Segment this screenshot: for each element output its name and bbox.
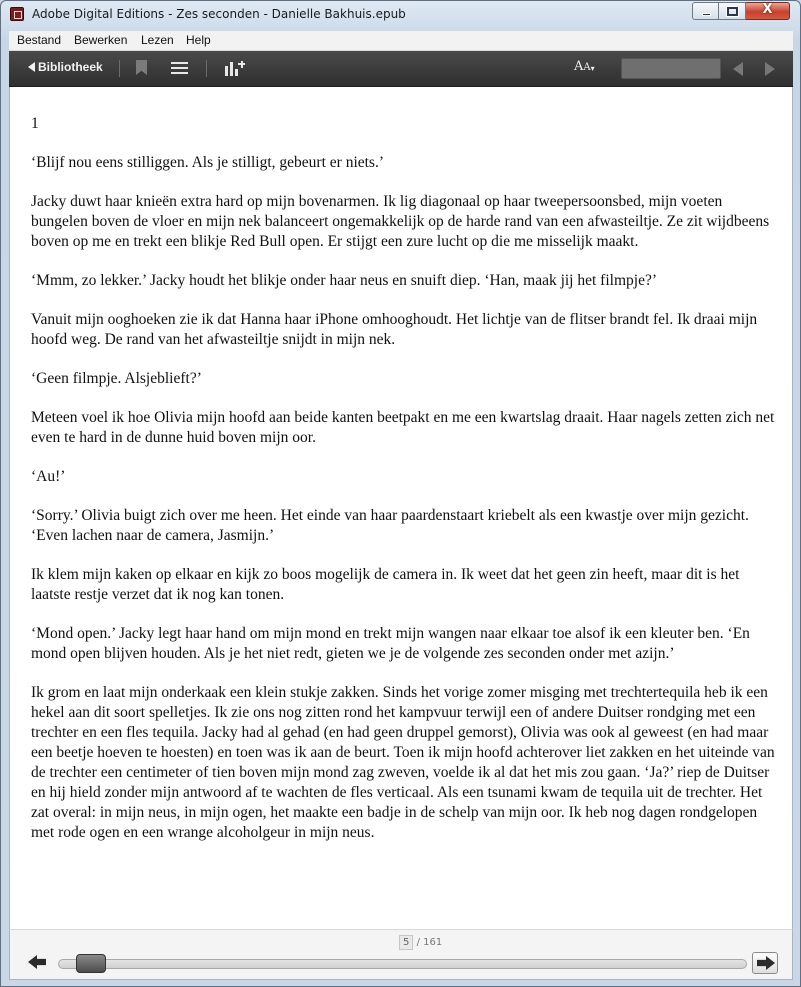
chapter-number: 1 — [31, 115, 39, 132]
page-indicator — [399, 935, 442, 950]
maximize-button[interactable] — [719, 2, 746, 20]
paragraph: Vanuit mijn ooghoeken zie ik dat Hanna haar iPhone omhooghoudt. Het lichtje van de flitser brandt fel. Ik draai mijn hoofd weg. De rand van het afwasteiltje snijdt in mijn nek. — [31, 311, 758, 348]
previous-page-button[interactable] — [25, 952, 51, 974]
menu-lezen[interactable]: Lezen — [141, 33, 174, 47]
font-size-icon[interactable] — [574, 59, 595, 74]
paragraph: ‘Mond open.’ Jacky legt haar hand om mijn mond en trekt mijn wangen naar elkaar toe alsof ik een kleuter ben. ‘En mond open blijven houden. Als je het niet redt, gieten we je de volgende zes seconden onder met azijn.’ — [31, 625, 750, 662]
current-page-field[interactable]: 5 — [399, 935, 413, 950]
minimize-button[interactable] — [692, 2, 719, 20]
total-pages: / 161 — [416, 937, 443, 948]
toolbar-separator — [206, 60, 207, 77]
toolbar-separator — [119, 60, 120, 77]
paragraph: ‘Blijf nou eens stilliggen. Als je stilligt, gebeurt er niets.’ — [31, 154, 385, 171]
title-bar[interactable] — [1, 1, 800, 29]
font-size-small-label: A — [583, 62, 591, 73]
minimize-icon — [702, 13, 711, 16]
close-icon: X — [762, 2, 773, 17]
next-result-icon[interactable] — [765, 62, 775, 76]
window-title: Adobe Digital Editions - Zes seconden - Danielle Bakhuis.epub — [32, 7, 406, 21]
app-icon — [10, 7, 24, 21]
menu-bestand[interactable]: Bestand — [17, 33, 62, 47]
reading-pane[interactable] — [9, 87, 793, 929]
paragraph: Ik klem mijn kaken op elkaar en kijk zo boos mogelijk de camera in. Ik weet dat het geen zin heeft, maar dit is het laatste restje verzet dat ik nog kan tonen. — [31, 566, 740, 603]
paragraph: Ik grom en laat mijn onderkaak een klein stukje zakken. Sinds het vorige zomer misging met trechtertequila heb ik een hekel aan dit soort spelletjes. Ik zie ons nog zitten rond het kampvuur terwijl een of andere Duitser rondging met een trechter en een fles tequila. Jacky had al gehad (en had geen druppel gemorst), Olivia was ook al geweest (en had maar een beetje hoeven te hoesten) en toen was ik aan de beurt. Toen ik mijn hoofd achterover liet zakken en het uiteinde van de trechter een centimeter of tien boven mijn mond zag zweven, voelde ik al dat het mis zou gaan. ‘Ja?’ riep de Duitser en hij hield zonder mijn antwoord af te wachten de fles verticaal. Als een tsunami kwam de tequila uit de trechter. Het zat overal: in mijn neus, in mijn ogen, het maakte een badje in de schelp van mijn oor. Ik heb nog dagen rondgelopen met rode ogen en een wrange alcoholgeur in mijn neus. — [31, 684, 775, 841]
arrow-left-icon — [28, 955, 46, 969]
page-navigation-bar — [9, 929, 793, 980]
reading-stats-icon[interactable] — [225, 60, 245, 76]
menu-bewerken[interactable]: Bewerken — [74, 33, 128, 47]
library-button-label: Bibliotheek — [38, 60, 103, 74]
paragraph: ‘Sorry.’ Olivia buigt zich over me heen. Het einde van haar paardenstaart kriebelt als een kwastje over mijn gezicht. ‘Even lachen naar de camera, Jasmijn.’ — [31, 507, 749, 544]
reader-toolbar — [9, 51, 793, 87]
paragraph: ‘Geen filmpje. Alsjeblieft?’ — [31, 370, 202, 387]
arrow-right-icon — [757, 956, 775, 970]
page-slider-thumb[interactable] — [76, 954, 106, 973]
paragraph: Meteen voel ik hoe Olivia mijn hoofd aan beide kanten beetpakt en me een kwartslag draait. Haar nagels zetten zich net even te hard in de dunne huid boven mijn oor. — [31, 409, 775, 446]
menu-help[interactable]: Help — [186, 33, 211, 47]
maximize-icon — [727, 7, 738, 16]
table-of-contents-icon[interactable] — [171, 62, 188, 75]
chevron-down-icon: ▾ — [590, 64, 595, 73]
page-slider-track[interactable] — [58, 959, 747, 969]
search-input[interactable] — [621, 58, 721, 79]
previous-result-icon[interactable] — [733, 62, 743, 76]
paragraph: Jacky duwt haar knieën extra hard op mijn bovenarmen. Ik lig diagonaal op haar tweepersoonsbed, mijn voeten bungelen boven de vloer en mijn nek balanceert ongemakkelijk op de harde rand van een afwasteiltje. Ze zit wijdbeens boven op me en trekt een blikje Red Bull open. Er stijgt een zure lucht op die me misselijk maakt. — [31, 193, 770, 250]
close-button[interactable] — [746, 2, 790, 20]
paragraph: ‘Au!’ — [31, 468, 66, 485]
next-page-button[interactable] — [752, 952, 778, 974]
back-arrow-icon — [28, 62, 35, 72]
paragraph: ‘Mmm, zo lekker.’ Jacky houdt het blikje onder haar neus en snuift diep. ‘Han, maak jij het filmpje?’ — [31, 272, 657, 289]
library-button[interactable] — [28, 60, 103, 74]
menu-bar — [9, 31, 793, 51]
bookmark-icon[interactable] — [136, 60, 147, 75]
font-size-large-label: A — [574, 59, 584, 74]
book-text — [31, 114, 776, 862]
